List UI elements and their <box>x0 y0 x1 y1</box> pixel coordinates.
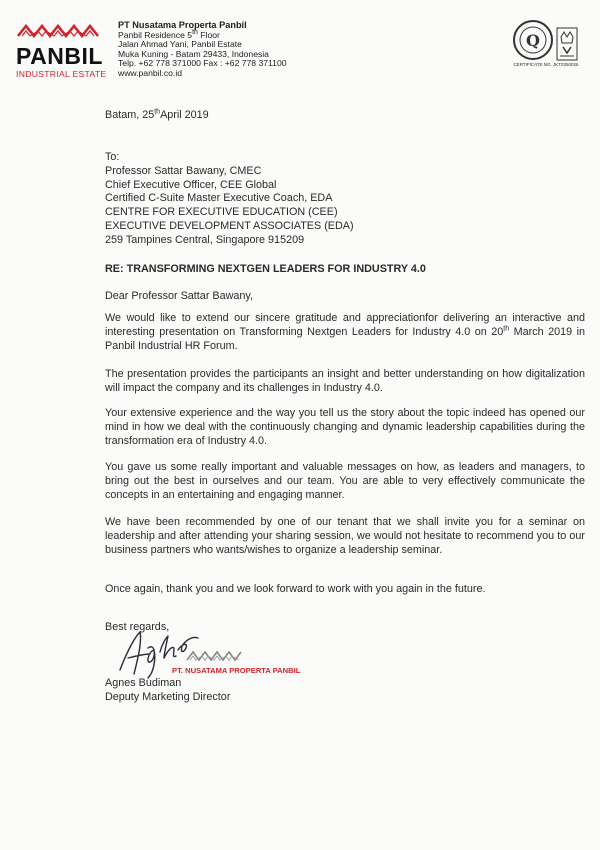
recipient-line: Certified C-Suite Master Executive Coach, EDA <box>105 192 333 205</box>
company-logo <box>16 20 108 79</box>
recipient-line: CENTRE FOR EXECUTIVE EDUCATION (CEE) <box>105 206 338 219</box>
company-stamp-waves-icon <box>186 644 242 662</box>
ukas-crown-icon <box>556 27 578 61</box>
svg-text:Q: Q <box>526 31 540 50</box>
to-label: To: <box>105 151 120 163</box>
body-paragraph: We have been recommended by one of our tenant that we shall invite you for a seminar on leadership and after attending your sharing session, we would not hesitate to recommend you to our business partners who wants/wishes to organize a leadership seminar. <box>105 516 585 556</box>
body-paragraph: The presentation provides the participants an insight and better understanding on how digitalization will impact the company and its challenges in Industry 4.0. <box>105 368 585 394</box>
address-line-1: Panbil Residence 5th Floor <box>118 28 220 40</box>
logo-brand: PANBIL <box>16 43 103 69</box>
phone-fax: Telp. +62 778 371000 Fax : +62 778 371100 <box>118 58 287 69</box>
recipient-line: EXECUTIVE DEVELOPMENT ASSOCIATES (EDA) <box>105 219 354 232</box>
logo-subtitle: INDUSTRIAL ESTATE <box>16 69 107 79</box>
recipient-line: Chief Executive Officer, CEE Global <box>105 178 277 191</box>
company-address-block <box>118 21 287 79</box>
closing: Best regards, <box>105 621 170 633</box>
signer-title: Deputy Marketing Director <box>105 691 231 703</box>
address-line-2: Jalan Ahmad Yani, Panbil Estate <box>118 39 242 50</box>
recipient-block <box>105 151 354 248</box>
iso-certification-seal-icon <box>512 19 554 61</box>
body-paragraph: Your extensive experience and the way you tell us the story about the topic indeed has opened our mind in how we deal with the continuously changing and dynamic leadership capabilities during the transformation era of Industry 4.0. <box>105 407 585 447</box>
certification-badge <box>512 19 580 67</box>
subject-line: RE: TRANSFORMING NEXTGEN LEADERS FOR INDUSTRY 4.0 <box>105 263 426 275</box>
company-name: PT Nusatama Properta Panbil <box>118 20 247 30</box>
recipient-line: 259 Tampines Central, Singapore 915209 <box>105 233 305 246</box>
certificate-number: CERTIFICATE NO. JKT0350026 <box>513 62 579 67</box>
address-line-3: Muka Kuning - Batam 29433, Indonesia <box>118 48 269 59</box>
body-paragraph: Once again, thank you and we look forward to work with you again in the future. <box>105 583 486 595</box>
body-paragraph: You gave us some really important and valuable messages on how, as leaders and managers, to bring out the best in ourselves and our team. You are able to very effectively communicate the concepts in an entertaining and engaging manner. <box>105 461 585 501</box>
website: www.panbil.co.id <box>118 67 183 78</box>
company-stamp-text: PT. NUSATAMA PROPERTA PANBIL <box>172 666 301 675</box>
body-paragraph: We would like to extend our sincere gratitude and appreciationfor delivering an interactive and interesting presentation on Transforming Nextgen Leaders for Industry 4.0 on 20th March 2019 in Panbil Industrial HR Forum. <box>105 312 585 352</box>
signer-name: Agnes Budiman <box>105 677 182 689</box>
letter-date: Batam, 25thApril 2019 <box>105 108 209 121</box>
logo-waves-icon <box>16 20 104 38</box>
recipient-line: Professor Sattar Bawany, CMEC <box>105 164 262 177</box>
salutation: Dear Professor Sattar Bawany, <box>105 290 254 302</box>
